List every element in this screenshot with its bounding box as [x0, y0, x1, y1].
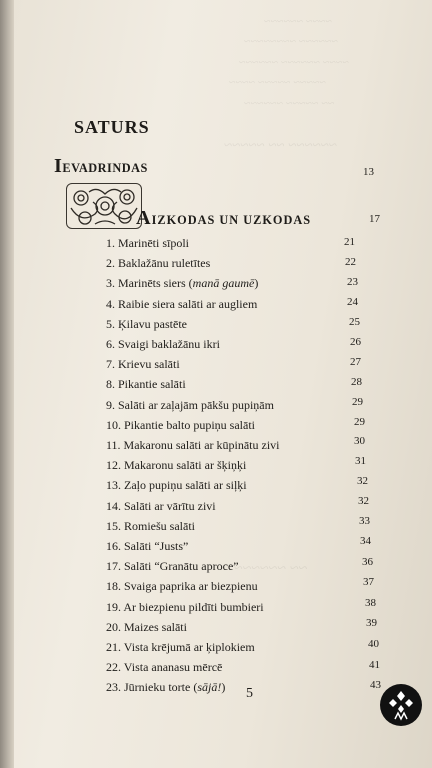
toc-entry-page-number: 38: [365, 597, 376, 609]
toc-entry-page-number: 33: [359, 515, 370, 527]
show-through-text: ~~ ~~~~~~: [234, 560, 308, 577]
watermark-logo: [380, 684, 422, 726]
toc-entry: 3. Marinēts siers (manā gaumē): [106, 276, 259, 291]
toc-entry: 20. Maizes salāti: [106, 619, 187, 634]
toc-entry: 22. Vista ananasu mērcē: [106, 660, 223, 675]
toc-entry: 11. Makaronu salāti ar kūpinātu zivi: [106, 438, 280, 452]
toc-entry: 17. Salāti “Granātu aproce”: [106, 559, 239, 574]
toc-entry-page-number: 21: [344, 236, 355, 248]
toc-entry-page-number: 22: [345, 256, 356, 268]
section-page-number: 17: [369, 213, 380, 225]
book-page: [14, 0, 432, 768]
decorative-ornament: [66, 183, 142, 229]
toc-entry: 10. Pikantie balto pupiņu salāti: [106, 417, 255, 432]
intro-page-number: 13: [363, 166, 374, 178]
toc-entry: 4. Raibie siera salāti ar augliem: [106, 296, 258, 311]
toc-entry-page-number: 32: [358, 495, 369, 507]
show-through-text: ~~~~~~ ~~~~~~~~: [244, 34, 338, 48]
toc-entry-page-number: 37: [363, 576, 374, 588]
toc-entry-page-number: 24: [347, 296, 358, 308]
book-spine: [0, 0, 14, 768]
floral-ornament-icon: [67, 184, 141, 228]
toc-entry: 2. Baklažānu ruletītes: [106, 256, 211, 271]
toc-entry-page-number: 29: [354, 416, 365, 428]
toc-entry: 13. Zaļo pupiņu salāti ar siļķi: [106, 478, 247, 493]
toc-entry-page-number: 36: [362, 556, 373, 568]
toc-entry: 9. Salāti ar zaļajām pākšu pupiņām: [106, 397, 274, 412]
toc-entry: 12. Makaronu salāti ar šķiņķi: [106, 458, 247, 473]
toc-entry: 5. Ķilavu pastēte: [106, 316, 187, 331]
toc-entry-page-number: 32: [357, 475, 368, 487]
toc-entry-page-number: 39: [366, 617, 377, 629]
toc-entry: 14. Salāti ar vārītu zivi: [106, 498, 216, 513]
toc-entry-page-number: 29: [352, 396, 363, 408]
toc-entry-page-number: 43: [370, 679, 381, 691]
show-through-text: ~~ ~~~~~ ~~~~~~: [244, 96, 335, 110]
contents-heading: SATURS: [74, 117, 150, 137]
toc-entry: 16. Salāti “Justs”: [106, 539, 189, 553]
diamond-logo-icon: [380, 684, 422, 726]
page-folio: 5: [246, 686, 253, 701]
toc-entry: 15. Romiešu salāti: [106, 518, 195, 533]
toc-entry: 8. Pikantie salāti: [106, 377, 186, 392]
toc-entry-page-number: 23: [347, 276, 358, 288]
toc-entry: 18. Svaiga paprika ar biezpienu: [106, 579, 258, 594]
toc-entry: 23. Jūrnieku torte (sājā!): [106, 680, 226, 695]
show-through-text: ~~~~ ~~~~~~: [264, 14, 332, 28]
intro-title: IEVADRINDAS: [54, 155, 148, 177]
toc-entry-page-number: 27: [350, 356, 361, 368]
toc-entry-page-number: 41: [369, 659, 380, 671]
show-through-text: ~~~~~~ ~~ ~~~~~: [224, 138, 337, 154]
toc-entry-page-number: 31: [355, 455, 366, 467]
show-through-text: ~~~~ ~~~~~~ ~~~~~~: [239, 55, 349, 69]
show-through-text: ~~~~~ ~~~~~ ~~~~: [229, 75, 326, 89]
toc-entry-page-number: 30: [354, 435, 365, 447]
toc-entry: 6. Svaigi baklažānu ikri: [106, 337, 220, 351]
toc-entry: 19. Ar biezpienu pildīti bumbieri: [106, 599, 264, 614]
toc-entry: 7. Krievu salāti: [106, 357, 180, 372]
section-title: AIZKODAS UN UZKODAS: [136, 207, 312, 229]
toc-entry-page-number: 28: [351, 376, 362, 388]
toc-entry-page-number: 34: [360, 535, 371, 547]
toc-entry-page-number: 26: [350, 336, 361, 348]
toc-entry: 21. Vista krējumā ar ķiplokiem: [106, 640, 255, 654]
toc-entry-page-number: 25: [349, 316, 360, 328]
toc-entry: 1. Marinēti sīpoli: [106, 236, 189, 250]
toc-entry-page-number: 40: [368, 638, 379, 650]
